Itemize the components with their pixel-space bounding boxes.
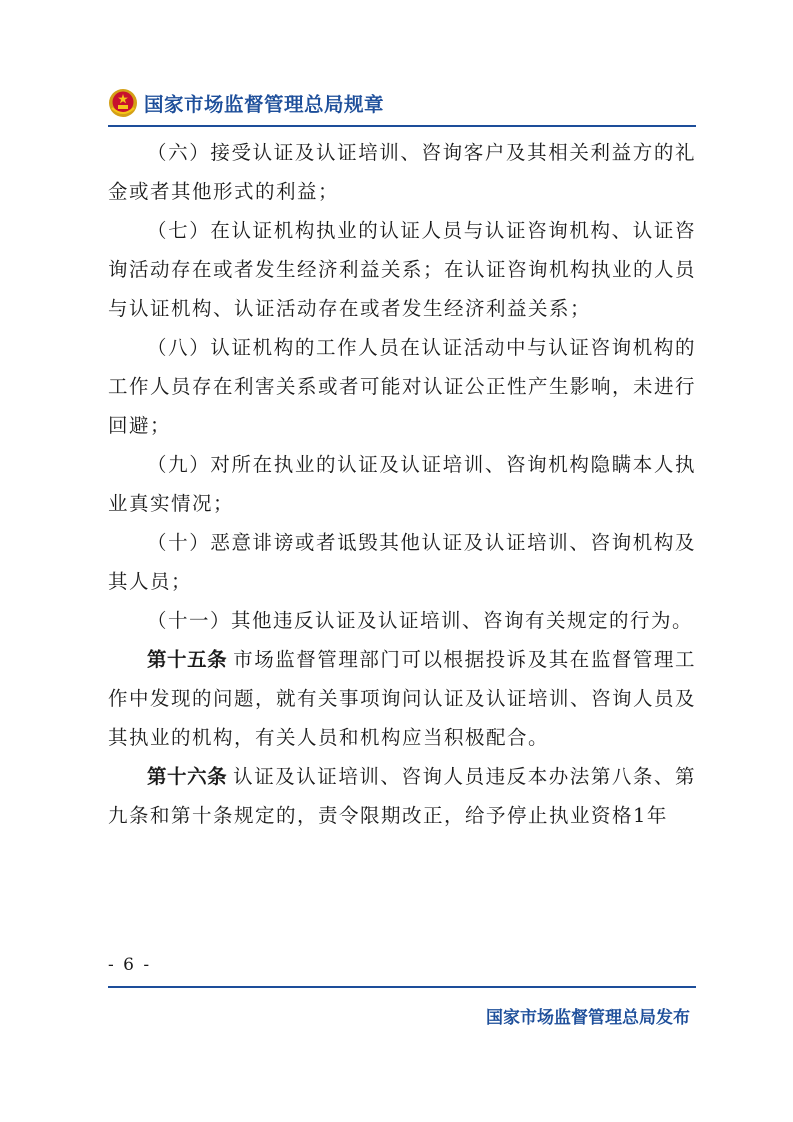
paragraph: [108, 211, 696, 328]
page-number: - 6 -: [108, 955, 152, 975]
paragraph-text: （六）接受认证及认证培训、咨询客户及其相关利益方的礼金或者其他形式的利益；: [108, 141, 696, 203]
page-header: [108, 86, 384, 120]
paragraph-text: （七）在认证机构执业的认证人员与认证咨询机构、认证咨询活动存在或者发生经济利益关系；在认证咨询机构执业的人员与认证机构、认证活动存在或者发生经济利益关系；: [108, 219, 697, 320]
paragraph: [108, 328, 696, 445]
article-paragraph: [108, 757, 696, 835]
header-divider: [108, 125, 696, 127]
article-number: 第十六条: [147, 765, 228, 788]
paragraph: [108, 445, 696, 523]
footer-divider: [108, 986, 696, 988]
paragraph: [108, 601, 696, 640]
paragraph-text: 认证及认证培训、咨询人员违反本办法第八条、第九条和第十条规定的，责令限期改正，给予停止执业资格1年: [108, 765, 696, 827]
paragraph-text: （十一）其他违反认证及认证培训、咨询有关规定的行为。: [147, 609, 694, 632]
national-emblem-icon: [108, 88, 138, 118]
paragraph-text: （十）恶意诽谤或者诋毁其他认证及认证培训、咨询机构及其人员；: [108, 531, 696, 593]
paragraph: [108, 523, 696, 601]
document-body: [108, 133, 696, 835]
article-number: 第十五条: [147, 648, 228, 671]
article-paragraph: [108, 640, 696, 757]
paragraph-text: （九）对所在执业的认证及认证培训、咨询机构隐瞒本人执业真实情况；: [108, 453, 696, 515]
footer-publisher: 国家市场监督管理总局发布: [486, 1008, 690, 1028]
paragraph: [108, 133, 696, 211]
paragraph-text: （八）认证机构的工作人员在认证活动中与认证咨询机构的工作人员存在利害关系或者可能对认证公正性产生影响，未进行回避；: [108, 336, 697, 437]
header-title: 国家市场监督管理总局规章: [144, 93, 385, 116]
paragraph-text: 市场监督管理部门可以根据投诉及其在监督管理工作中发现的问题，就有关事项询问认证及认证培训、咨询人员及其执业的机构，有关人员和机构应当积极配合。: [108, 648, 697, 749]
